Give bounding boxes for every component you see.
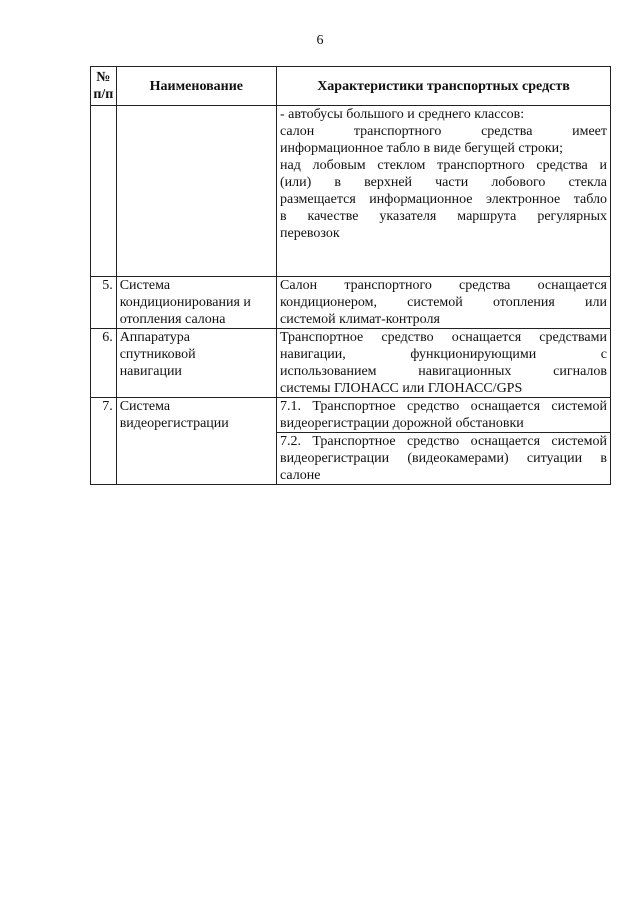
page-number: 6: [316, 33, 324, 48]
row-name: [116, 329, 276, 398]
spec-line: салоне: [280, 468, 321, 483]
spec-line: в качестве указателя маршрута регулярных: [280, 209, 607, 224]
spec-line: видеорегистрации (видеокамерами) ситуации в: [280, 451, 607, 466]
row-spec: [277, 106, 611, 277]
name-line: спутниковой: [119, 347, 196, 362]
row-num: 6.: [91, 329, 117, 398]
row-num: 5.: [91, 277, 117, 329]
spec-line: системой климат-контроля: [280, 312, 440, 327]
name-line: навигации: [119, 364, 182, 379]
table-row-7: [91, 398, 611, 433]
spec-line: навигации, функционирующими с: [280, 347, 607, 362]
spec-line: системы ГЛОНАСС или ГЛОНАСС/GPS: [280, 381, 523, 396]
row-name: [116, 277, 276, 329]
header-num: № п/п: [91, 67, 117, 106]
spec-line: Транспортное средство оснащается средствами: [280, 330, 607, 345]
spec-line: - автобусы большого и среднего классов:: [280, 107, 525, 122]
spec-line: 7.2. Транспортное средство оснащается системой: [280, 434, 607, 449]
row-spec: [277, 277, 611, 329]
header-spec: Характеристики транспортных средств: [277, 67, 611, 106]
name-line: Система: [119, 399, 171, 414]
table-row-6: [91, 329, 611, 398]
table-header-row: [91, 67, 611, 106]
name-line: отопления салона: [119, 312, 226, 327]
spec-line: перевозок: [280, 226, 340, 241]
row-name: [116, 398, 276, 485]
name-line: Система: [119, 278, 171, 293]
table-row-5: [91, 277, 611, 329]
name-line: Аппаратура: [119, 330, 190, 345]
row-name: [116, 106, 276, 277]
spec-line: видеорегистрации дорожной обстановки: [280, 416, 524, 431]
row-num: 7.: [91, 398, 117, 485]
spec-line: информационное табло в виде бегущей строки;: [280, 141, 564, 156]
row-spec-item-7-2: [277, 433, 611, 485]
spec-line: использованием навигационных сигналов: [280, 364, 607, 379]
vehicle-characteristics-table: [90, 66, 611, 485]
table-row-continuation: [91, 106, 611, 277]
spec-line: (или) в верхней части лобового стекла: [280, 175, 607, 190]
spec-line: размещается информационное электронное табло: [280, 192, 607, 207]
spec-line: над лобовым стеклом транспортного средства и: [280, 158, 607, 173]
spec-line: кондиционером, системой отопления или: [280, 295, 607, 310]
spec-line: Салон транспортного средства оснащается: [280, 278, 607, 293]
spec-line: салон транспортного средства имеет: [280, 124, 607, 139]
row-spec: [277, 329, 611, 398]
header-name: Наименование: [116, 67, 276, 106]
row-num: [91, 106, 117, 277]
name-line: видеорегистрации: [119, 416, 229, 431]
name-line: кондиционирования и: [119, 295, 251, 310]
spec-line: 7.1. Транспортное средство оснащается системой: [280, 399, 607, 414]
row-spec-item-7-1: [277, 398, 611, 433]
